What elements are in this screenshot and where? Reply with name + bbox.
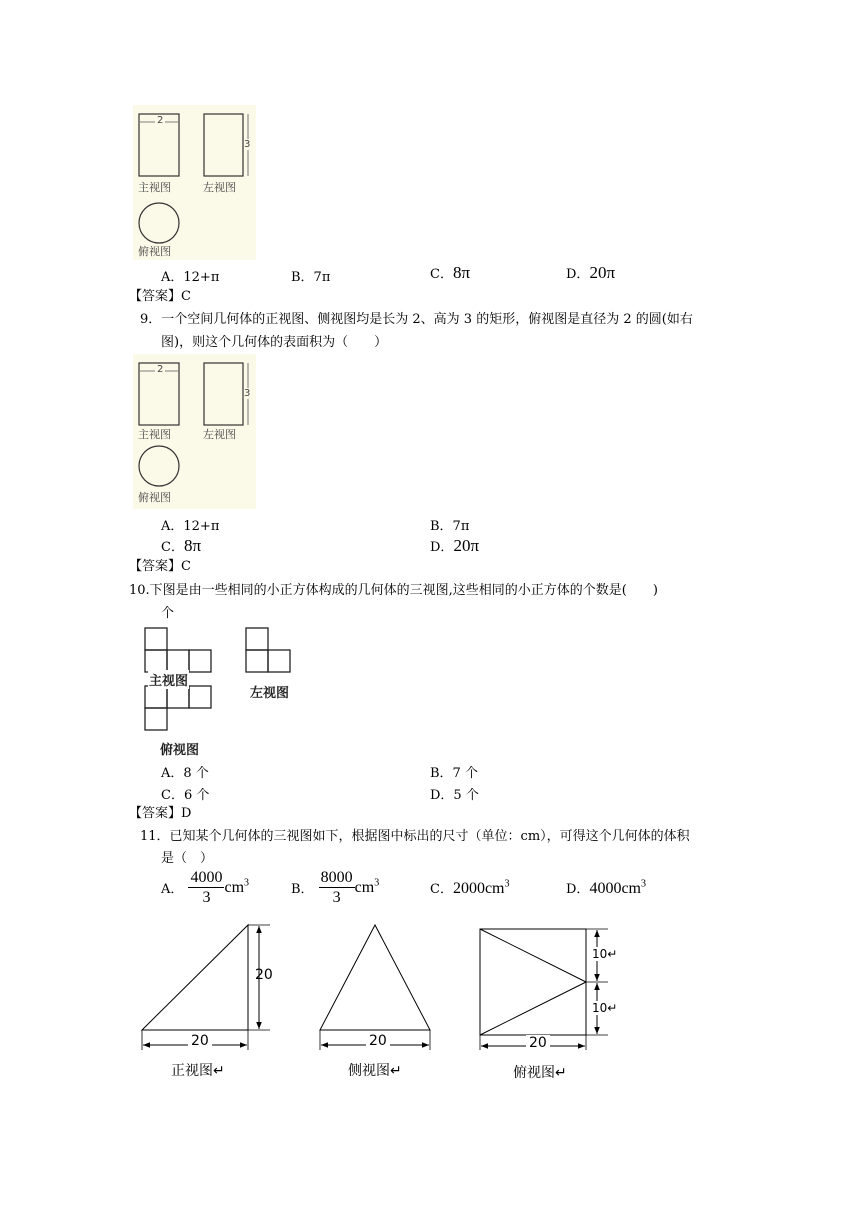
q11-front-height-dim: 20 (255, 967, 273, 983)
q9-height-dim: 3 (244, 388, 251, 399)
q8-option-d-label: D． (566, 267, 590, 282)
q11-three-view-figure (130, 915, 650, 1090)
q8-front-view-label: 主视图 (138, 181, 171, 194)
q11-side-view-label: 侧视图↵ (348, 1063, 402, 1079)
q10-top-view-label: 俯视图 (160, 743, 200, 758)
q11-option-b-fraction (319, 868, 355, 907)
q9-top-view-label: 俯视图 (138, 491, 171, 504)
q11-option-b-numerator: 8000 (320, 869, 353, 886)
q8-width-dim: 2 (157, 115, 164, 126)
q8-top-view-label: 俯视图 (138, 245, 171, 258)
q11-stem-line1: 11．已知某个几何体的三视图如下，根据图中标出的尺寸（单位：cm），可得这个几何体的体积 (140, 829, 690, 844)
q11-option-c-label: C． (430, 882, 453, 897)
q10-option-b: B．7 个 (430, 766, 478, 781)
q11-front-view-label: 正视图↵ (171, 1063, 225, 1079)
q10-option-c: C．6 个 (161, 788, 210, 803)
q11-option-a-label: A． (161, 882, 184, 897)
q11-option-c-value: $2000cm^3$ (452, 878, 510, 898)
q11-stem-line2: 是（ ） (161, 851, 214, 866)
q9-front-view-label: 主视图 (138, 428, 171, 441)
q11-option-b-denominator: 3 (332, 889, 341, 906)
q9-stem-line1: 9．一个空间几何体的正视图、侧视图均是长为 2、高为 3 的矩形，俯视图是直径为 2 的圆(如右 (140, 312, 693, 327)
q9-side-view-label: 左视图 (203, 428, 236, 441)
q9-option-b: B．7π (430, 519, 470, 534)
q8-option-c-value: 8π (452, 263, 471, 282)
q10-stem-line1: 10.下图是由一些相同的小正方体构成的几何体的三视图,这些相同的小正方体的个数是( ) (129, 583, 658, 598)
q9-option-c (161, 536, 201, 556)
q9-stem-line2: 图)，则这个几何体的表面积为（ ） (161, 335, 388, 350)
q8-option-c-label: C． (430, 267, 453, 282)
q8-option-d (566, 263, 615, 283)
q11-option-d-value: $4000cm^3$ (589, 878, 646, 898)
q9-option-a: A．12+π (161, 519, 220, 534)
q11-option-b (291, 868, 379, 907)
q11-option-a (161, 868, 249, 907)
q9-width-dim: 2 (157, 364, 164, 375)
q11-option-c (430, 878, 510, 898)
q11-front-width-dim: 20 (188, 1033, 212, 1049)
q9-option-d-value: 20π (453, 536, 480, 555)
q9-option-c-label: C． (161, 540, 184, 555)
q11-top-view-label: 俯视图↵ (513, 1065, 567, 1081)
q11-three-view-drawing (130, 915, 650, 1050)
q11-option-a-denominator: 3 (202, 889, 211, 906)
q11-side-width-dim: 20 (366, 1033, 390, 1049)
q9-answer: 【答案】C (129, 559, 191, 574)
q8-option-d-value: 20π (589, 263, 616, 282)
q10-three-view-figure (138, 625, 308, 758)
q10-option-a: A．8 个 (161, 766, 209, 781)
q11-option-a-unit: $cm^3$ (224, 877, 250, 897)
q8-option-c (430, 263, 470, 283)
q11-option-d (566, 878, 646, 898)
q8-height-dim: 3 (244, 139, 251, 150)
q8-side-view-label: 左视图 (203, 181, 236, 194)
q9-option-d (430, 536, 479, 556)
q10-stem-line2: 个 (161, 606, 175, 621)
q8-option-a: A．12+π (161, 270, 220, 285)
q11-option-b-unit: $cm^3$ (354, 877, 380, 897)
q9-option-c-value: 8π (183, 536, 202, 555)
q11-option-b-label: B． (291, 882, 314, 897)
q9-three-view-figure (133, 354, 256, 509)
q10-front-view-label: 主视图 (148, 670, 189, 689)
q8-answer: 【答案】C (129, 289, 191, 304)
q8-three-view-figure (133, 105, 256, 260)
q10-answer: 【答案】D (129, 806, 192, 821)
q11-top-width-dim: 20 (526, 1035, 550, 1051)
q9-option-d-label: D． (430, 540, 454, 555)
q11-top-height-dim-1: 10↵ (592, 947, 618, 961)
q10-side-view-label: 左视图 (250, 686, 290, 701)
q11-option-d-label: D． (566, 882, 590, 897)
q11-top-height-dim-2: 10↵ (592, 1001, 618, 1015)
q8-option-b: B．7π (291, 270, 331, 285)
q11-option-a-fraction (188, 868, 224, 907)
q11-option-a-numerator: 4000 (190, 869, 223, 886)
q10-option-d: D．5 个 (430, 788, 479, 803)
